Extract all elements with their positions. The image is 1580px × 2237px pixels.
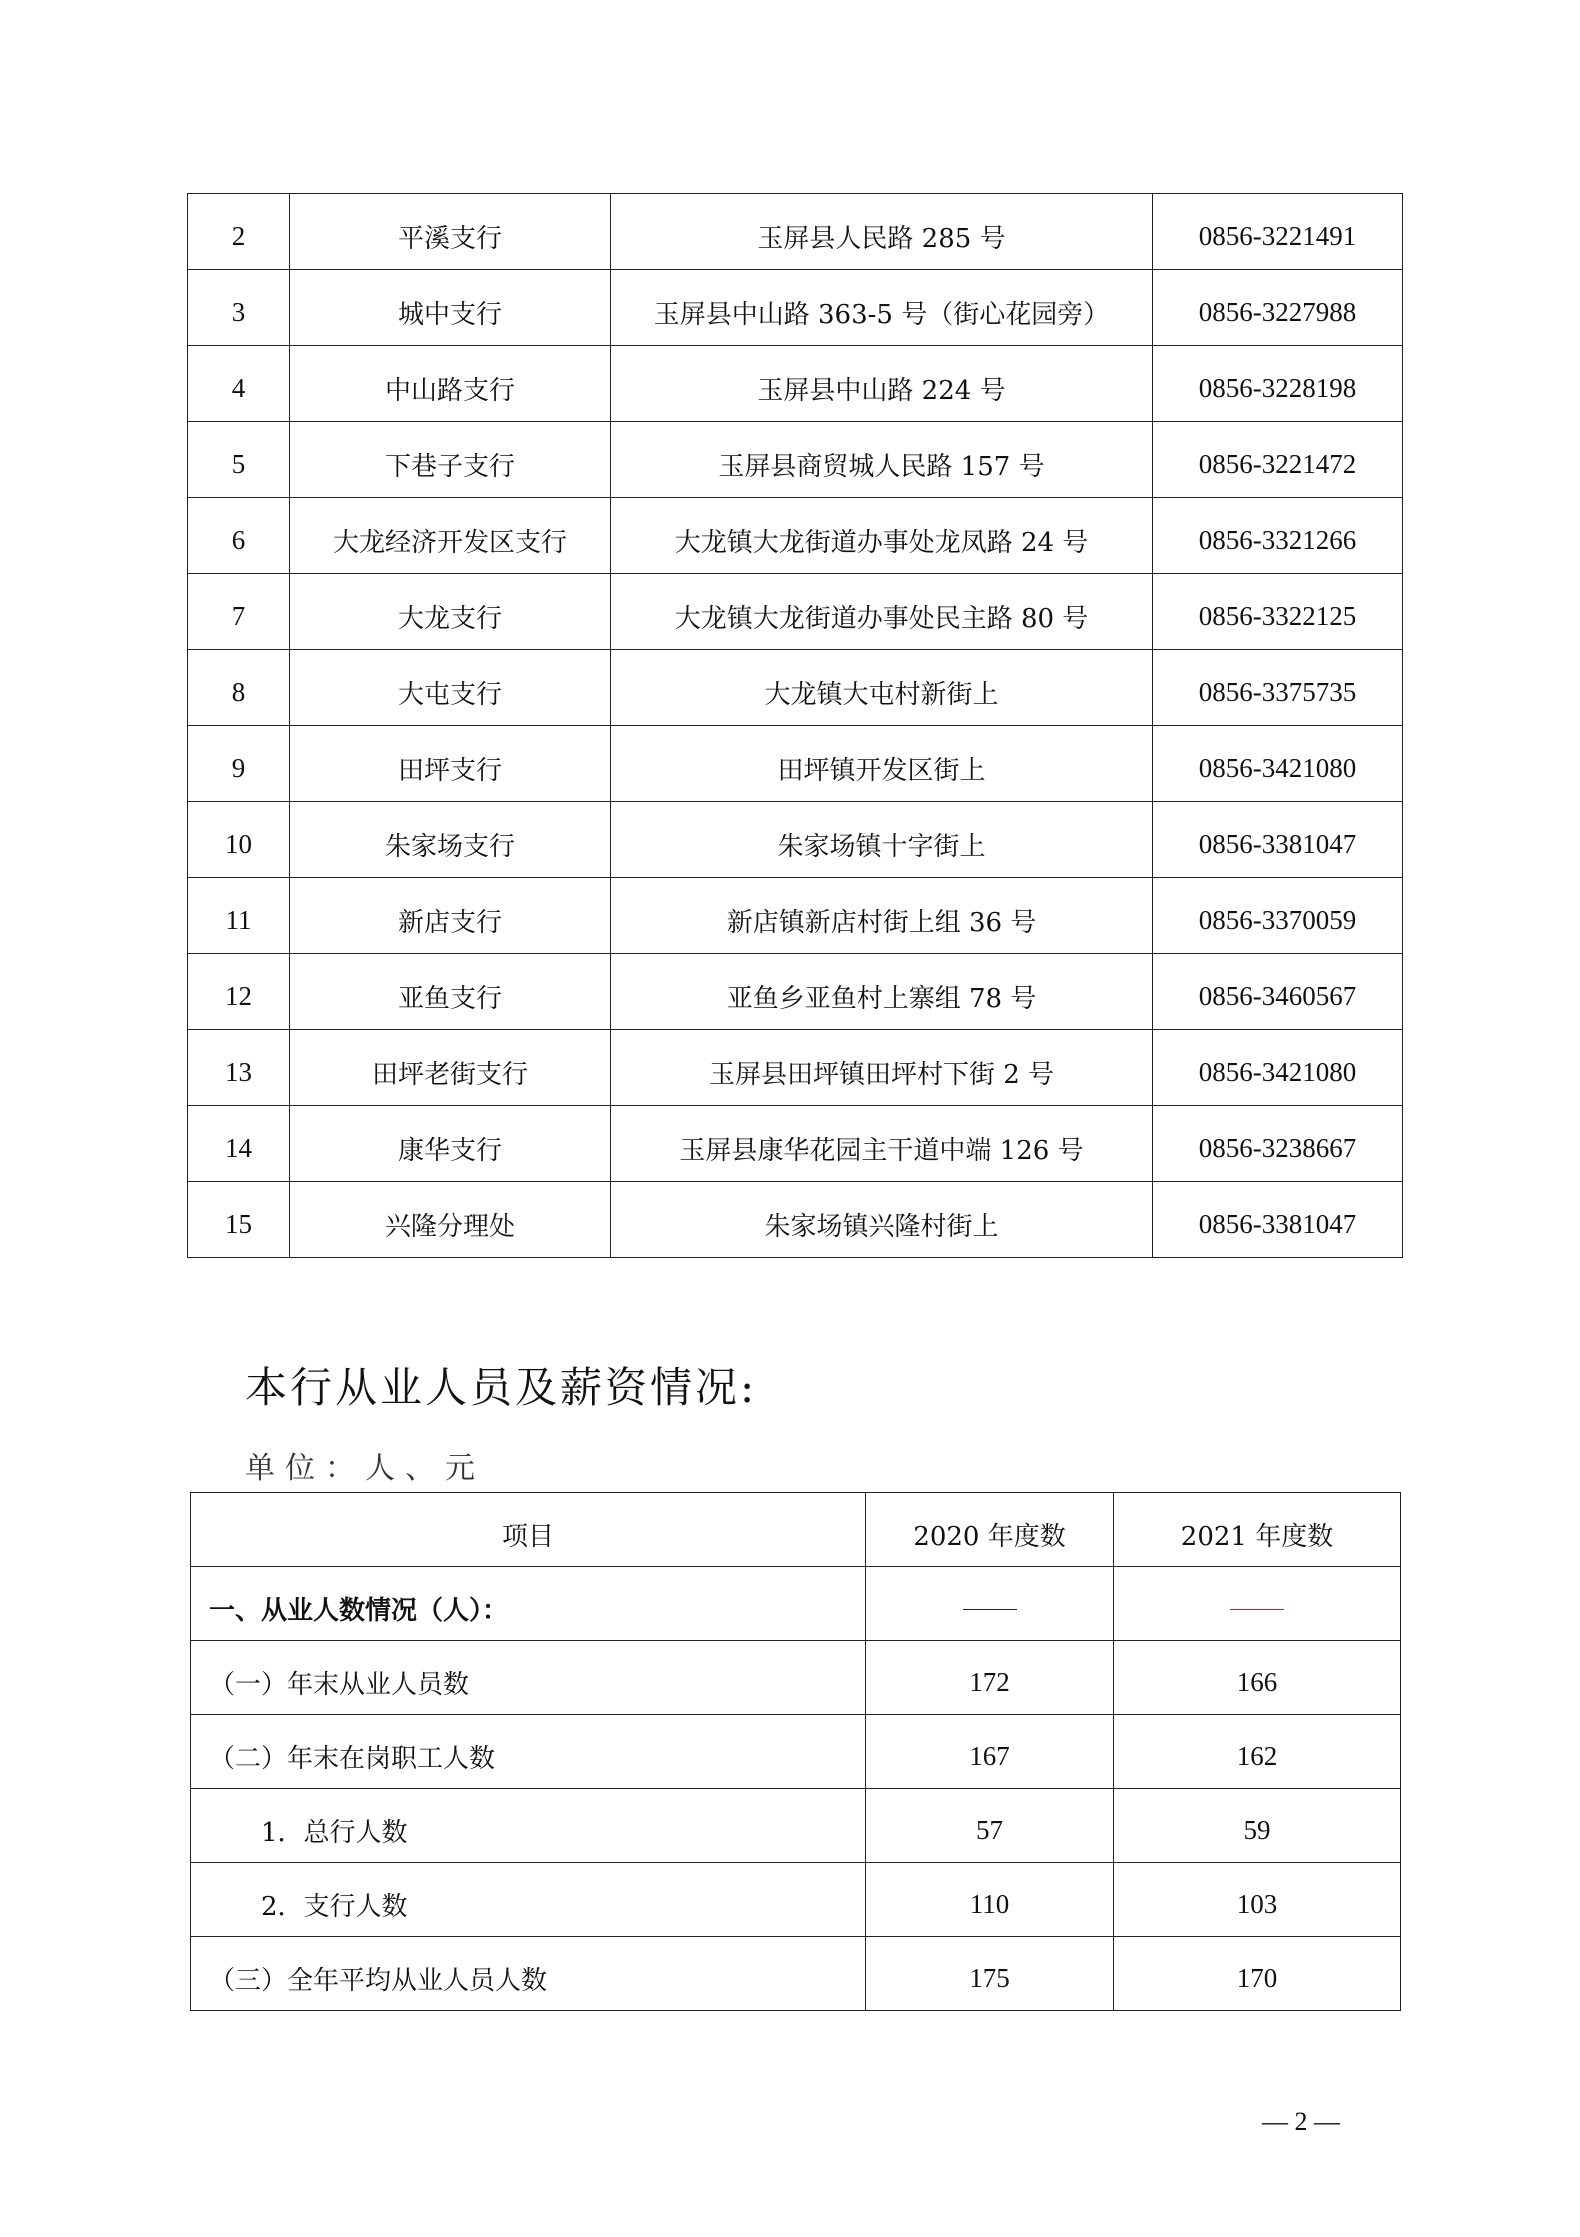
- branch-table: [187, 193, 1403, 1258]
- value-2021: 166: [1114, 1641, 1401, 1715]
- branch-phone: 0856-3238667: [1153, 1106, 1403, 1182]
- branch-address: 新店镇新店村街上组 36 号: [611, 878, 1153, 954]
- branch-name: 平溪支行: [290, 194, 611, 270]
- table-row: [191, 1937, 1401, 2011]
- branch-phone: 0856-3221491: [1153, 194, 1403, 270]
- dash-mark: [963, 1609, 1017, 1610]
- branch-address: 大龙镇大屯村新街上: [611, 650, 1153, 726]
- column-header-2021: 2021 年度数: [1114, 1493, 1401, 1567]
- branch-no: 10: [188, 802, 290, 878]
- branch-phone: 0856-3322125: [1153, 574, 1403, 650]
- row-label: （三）全年平均从业人员人数: [191, 1937, 866, 2011]
- dash-cell-2021: [1114, 1567, 1401, 1641]
- table-header-row: [191, 1493, 1401, 1567]
- table-row: [188, 1106, 1403, 1182]
- branch-no: 8: [188, 650, 290, 726]
- value-2020: 172: [866, 1641, 1114, 1715]
- branch-no: 12: [188, 954, 290, 1030]
- row-label: 1．总行人数: [191, 1789, 866, 1863]
- value-2020: 57: [866, 1789, 1114, 1863]
- table-row: [188, 802, 1403, 878]
- branch-phone: 0856-3321266: [1153, 498, 1403, 574]
- table-row: [188, 954, 1403, 1030]
- branch-no: 6: [188, 498, 290, 574]
- branch-phone: 0856-3460567: [1153, 954, 1403, 1030]
- branch-address: 朱家场镇兴隆村街上: [611, 1182, 1153, 1258]
- dash-mark-red: [1230, 1609, 1284, 1610]
- section-title: 一、从业人数情况（人）：: [191, 1567, 866, 1641]
- table-row: [188, 1182, 1403, 1258]
- branch-address: 田坪镇开发区街上: [611, 726, 1153, 802]
- value-2020: 110: [866, 1863, 1114, 1937]
- value-2021: 103: [1114, 1863, 1401, 1937]
- branch-address: 玉屏县中山路 363-5 号（街心花园旁）: [611, 270, 1153, 346]
- table-row: [191, 1641, 1401, 1715]
- branch-phone: 0856-3221472: [1153, 422, 1403, 498]
- table-row: [188, 650, 1403, 726]
- branch-address: 玉屏县康华花园主干道中端 126 号: [611, 1106, 1153, 1182]
- branch-no: 3: [188, 270, 290, 346]
- table-row: [191, 1863, 1401, 1937]
- table-row: [188, 726, 1403, 802]
- row-label: （一）年末从业人员数: [191, 1641, 866, 1715]
- table-row: [188, 878, 1403, 954]
- branch-address: 玉屏县人民路 285 号: [611, 194, 1153, 270]
- table-row: [188, 270, 1403, 346]
- branch-address: 朱家场镇十字街上: [611, 802, 1153, 878]
- dash-cell-2020: [866, 1567, 1114, 1641]
- value-2021: 59: [1114, 1789, 1401, 1863]
- page-number: — 2 —: [1262, 2107, 1340, 2136]
- row-label: 2．支行人数: [191, 1863, 866, 1937]
- branch-name: 朱家场支行: [290, 802, 611, 878]
- branch-name: 大龙经济开发区支行: [290, 498, 611, 574]
- branch-no: 14: [188, 1106, 290, 1182]
- branch-phone: 0856-3227988: [1153, 270, 1403, 346]
- branch-name: 城中支行: [290, 270, 611, 346]
- branch-address: 玉屏县中山路 224 号: [611, 346, 1153, 422]
- branch-address: 玉屏县田坪镇田坪村下街 2 号: [611, 1030, 1153, 1106]
- branch-phone: 0856-3421080: [1153, 1030, 1403, 1106]
- branch-name: 大龙支行: [290, 574, 611, 650]
- branch-no: 11: [188, 878, 290, 954]
- table-row: [191, 1567, 1401, 1641]
- staff-table: [190, 1492, 1401, 2011]
- branch-no: 7: [188, 574, 290, 650]
- branch-phone: 0856-3381047: [1153, 802, 1403, 878]
- branch-no: 2: [188, 194, 290, 270]
- branch-name: 田坪支行: [290, 726, 611, 802]
- branch-name: 田坪老街支行: [290, 1030, 611, 1106]
- branch-name: 下巷子支行: [290, 422, 611, 498]
- branch-name: 亚鱼支行: [290, 954, 611, 1030]
- branch-no: 5: [188, 422, 290, 498]
- branch-name: 新店支行: [290, 878, 611, 954]
- branch-no: 13: [188, 1030, 290, 1106]
- branch-name: 大屯支行: [290, 650, 611, 726]
- value-2021: 162: [1114, 1715, 1401, 1789]
- branch-address: 大龙镇大龙街道办事处龙凤路 24 号: [611, 498, 1153, 574]
- branch-phone: 0856-3381047: [1153, 1182, 1403, 1258]
- branch-address: 玉屏县商贸城人民路 157 号: [611, 422, 1153, 498]
- branch-no: 4: [188, 346, 290, 422]
- branch-name: 中山路支行: [290, 346, 611, 422]
- branch-address: 亚鱼乡亚鱼村上寨组 78 号: [611, 954, 1153, 1030]
- table-row: [188, 574, 1403, 650]
- value-2020: 175: [866, 1937, 1114, 2011]
- table-row: [188, 1030, 1403, 1106]
- table-row: [191, 1715, 1401, 1789]
- branch-name: 康华支行: [290, 1106, 611, 1182]
- unit-note: 单位：人、元: [245, 1451, 485, 1486]
- column-header-2020: 2020 年度数: [866, 1493, 1114, 1567]
- row-label: （二）年末在岗职工人数: [191, 1715, 866, 1789]
- value-2021: 170: [1114, 1937, 1401, 2011]
- branch-address: 大龙镇大龙街道办事处民主路 80 号: [611, 574, 1153, 650]
- branch-phone: 0856-3421080: [1153, 726, 1403, 802]
- table-row: [191, 1789, 1401, 1863]
- value-2020: 167: [866, 1715, 1114, 1789]
- table-row: [188, 422, 1403, 498]
- column-header-item: 项目: [191, 1493, 866, 1567]
- branch-phone: 0856-3370059: [1153, 878, 1403, 954]
- section-heading: 本行从业人员及薪资情况:: [245, 1363, 758, 1412]
- branch-phone: 0856-3228198: [1153, 346, 1403, 422]
- branch-phone: 0856-3375735: [1153, 650, 1403, 726]
- table-row: [188, 498, 1403, 574]
- branch-no: 9: [188, 726, 290, 802]
- table-row: [188, 346, 1403, 422]
- branch-name: 兴隆分理处: [290, 1182, 611, 1258]
- table-row: [188, 194, 1403, 270]
- branch-no: 15: [188, 1182, 290, 1258]
